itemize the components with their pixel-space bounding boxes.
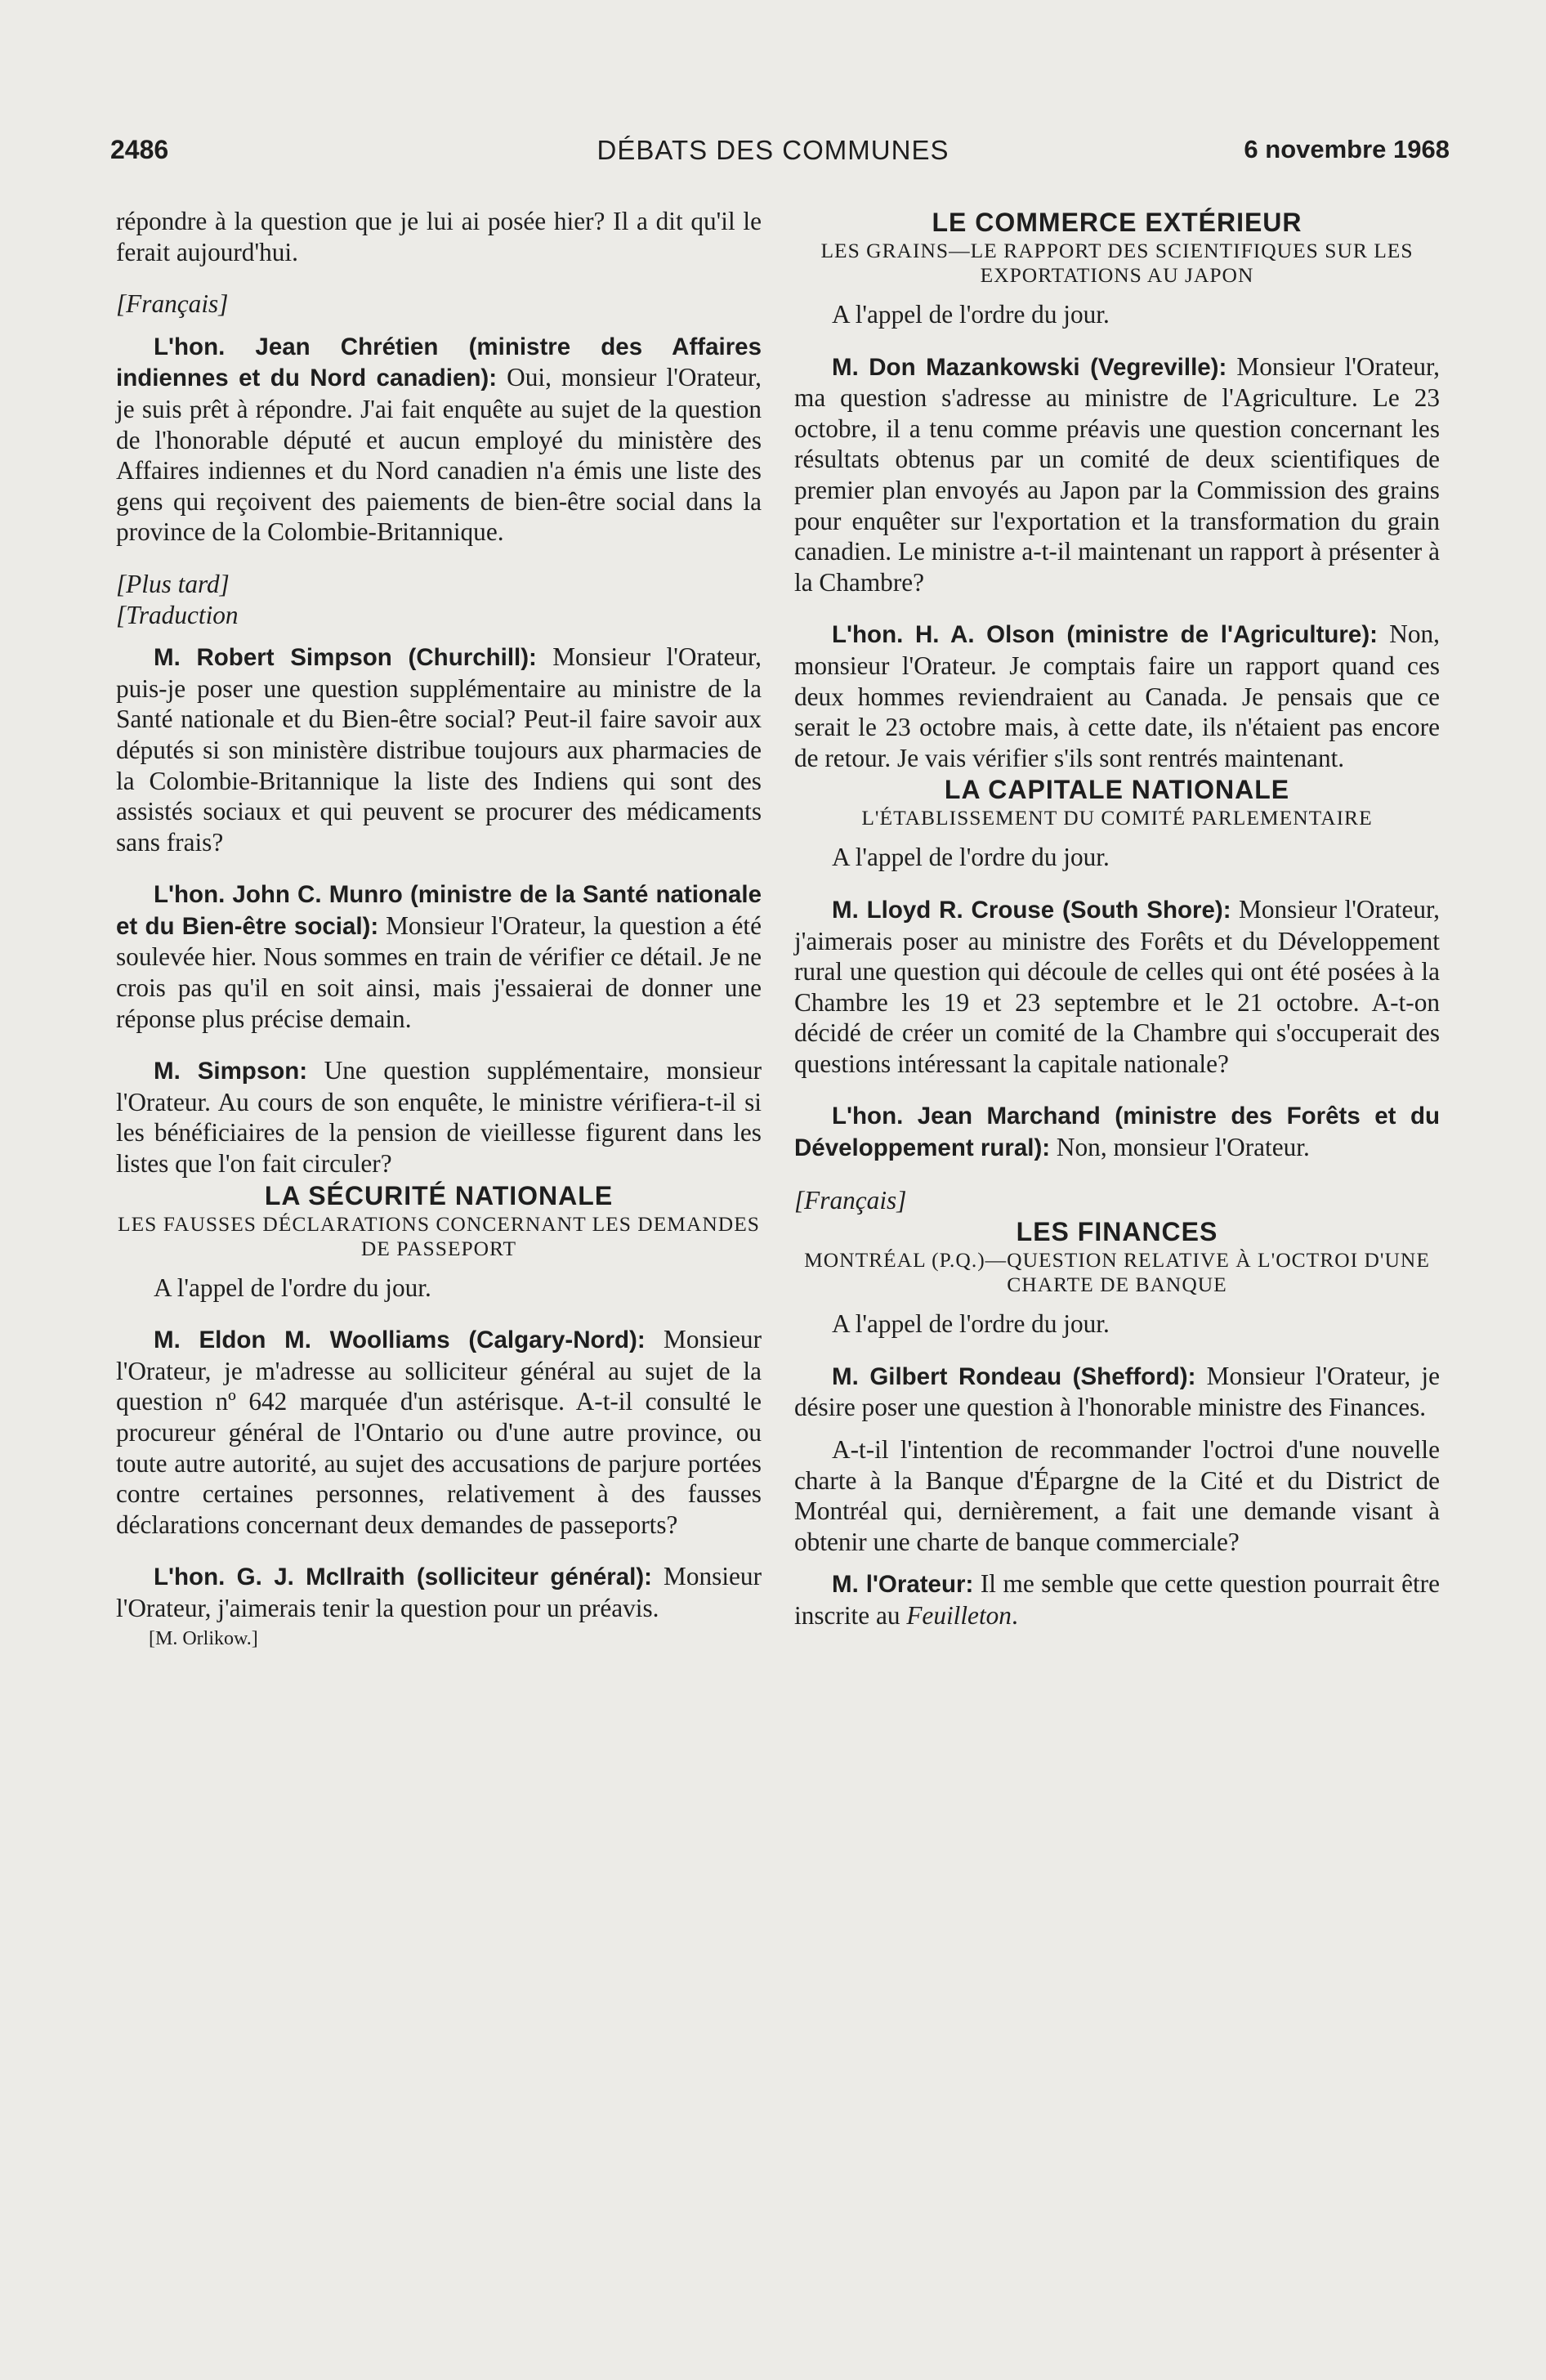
paragraph: A l'appel de l'ordre du jour. [154, 1273, 431, 1302]
section-heading: LE COMMERCE EXTÉRIEUR [932, 208, 1302, 237]
section-heading: LES FINANCES [1016, 1217, 1218, 1247]
page-number: 2486 [110, 135, 169, 164]
speaker-name: L'hon. Jean Chrétien (ministre des Affaires indiennes et du Nord canadien): [116, 333, 762, 392]
speech-text: Monsieur l'Orateur, je m'adresse au solliciteur général au sujet de la question nº 642 marquée d'un astérisque. A-t-il consulté le procureur général de l'Ontario ou d'une autre province, ou toute autre autorité, au sujet des accusations de parjure portées contre certaines personnes, relativement à des fausses déclarations concernant deux demandes de passeports? [116, 1325, 762, 1539]
paragraph: A l'appel de l'ordre du jour. [832, 843, 1110, 872]
page-date: 6 novembre 1968 [1244, 135, 1450, 163]
paragraph [116, 1561, 762, 1623]
speech-text: Monsieur l'Orateur, la question a été soulevée hier. Nous sommes en train de vérifier ce détail. Je ne crois pas qu'il en soit ainsi, mais j'essaierai de donner une réponse plus précise demain. [116, 910, 762, 1033]
section-subheading: MONTRÉAL (P.Q.)—QUESTION RELATIVE À L'OCTROI D'UNE CHARTE DE BANQUE [804, 1248, 1430, 1297]
paragraph [794, 1361, 1440, 1423]
speech-text: Monsieur l'Orateur, j'aimerais tenir la question pour un préavis. [116, 1562, 762, 1622]
paragraph [794, 1100, 1440, 1163]
speech-text: Non, monsieur l'Orateur. Je comptais faire un rapport quand ces deux hommes reviendraient au Canada. Je pensais que ce serait le 23 octobre mais, à cette date, ils n'étaient pas encore de retour. Je vais vérifier s'ils sont rentrés maintenant. [794, 620, 1440, 772]
paragraph [794, 619, 1440, 773]
running-title: DÉBATS DES COMMUNES [597, 135, 949, 165]
italic-term: Feuilleton [906, 1601, 1012, 1630]
footnote: [M. Orlikow.] [149, 1627, 258, 1649]
session-tag: [Plus tard] [116, 569, 230, 598]
speech-text: Monsieur l'Orateur, puis-je poser une question supplémentaire au ministre de la Santé nationale et du Bien-être social? Peut-il faire savoir aux députés si son ministère distribue toujours aux pharmacies de la Colombie-Britannique la liste des Indiens qui sont des assistés sociaux et qui peuvent se procurer des médicaments sans frais? [116, 642, 762, 857]
speech-text-end: . [1011, 1601, 1018, 1630]
paragraph [116, 331, 762, 548]
speaker-name: L'hon. Jean Marchand (ministre des Forêts et du Développement rural): [794, 1103, 1440, 1162]
section-heading: LA SÉCURITÉ NATIONALE [264, 1180, 614, 1210]
speaker-name: L'hon. G. J. McIlraith (solliciteur général): [154, 1564, 653, 1591]
language-tag: [Français] [116, 289, 229, 319]
speaker-name: L'hon. John C. Munro (ministre de la Santé nationale et du Bien-être social): [116, 881, 762, 940]
paragraph [794, 351, 1440, 598]
left-column [116, 206, 762, 1654]
speaker-name: L'hon. H. A. Olson (ministre de l'Agriculture): [832, 621, 1378, 649]
speech-text: Monsieur l'Orateur, j'aimerais poser au ministre des Forêts et du Développement rural une question qui découle de celles qui ont été posées à la Chambre les 19 et 23 septembre et le 21 octobre. A-t-on décidé de créer un comité de la Chambre qui s'occuperait des questions intéressant la capitale nationale? [794, 894, 1440, 1078]
section-subheading: L'ÉTABLISSEMENT DU COMITÉ PARLEMENTAIRE [861, 806, 1373, 830]
speaker-name: M. Eldon M. Woolliams (Calgary-Nord): [154, 1326, 646, 1354]
speech-text: Oui, monsieur l'Orateur, je suis prêt à répondre. J'ai fait enquête au sujet de la question de l'honorable député et aucun employé du ministère des Affaires indiennes et du Nord canadien n'a émis une liste des gens qui reçoivent des paiements de bien-être social dans la province de la Colombie-Britannique. [116, 363, 762, 547]
speech-text: Une question supplémentaire, monsieur l'Orateur. Au cours de son enquête, le ministre vérifiera-t-il si les bénéficiaires de la pension de vieillesse figurent dans les listes que l'on fait circuler? [116, 1056, 762, 1179]
section-subheading: LES FAUSSES DÉCLARATIONS CONCERNANT LES DEMANDES DE PASSEPORT [118, 1211, 760, 1260]
paragraph: A l'appel de l'ordre du jour. [832, 1309, 1110, 1339]
paragraph [116, 1055, 762, 1179]
paragraph [116, 879, 762, 1034]
speaker-name: M. Don Mazankowski (Vegreville): [832, 353, 1227, 381]
language-tag: [Traduction [116, 600, 239, 629]
speaker-name: M. Simpson: [154, 1058, 308, 1085]
section-subheading: LES GRAINS—LE RAPPORT DES SCIENTIFIQUES SUR LES EXPORTATIONS AU JAPON [820, 239, 1414, 287]
speaker-name: M. Gilbert Rondeau (Shefford): [832, 1362, 1196, 1390]
paragraph [116, 642, 762, 857]
speech-text: Monsieur l'Orateur, je désire poser une question à l'honorable ministre des Finances. [794, 1361, 1440, 1422]
speaker-name: M. l'Orateur: [832, 1571, 974, 1599]
paragraph [116, 1324, 762, 1540]
speaker-name: M. Lloyd R. Crouse (South Shore): [832, 896, 1231, 924]
language-tag: [Français] [794, 1185, 907, 1215]
section-heading: LA CAPITALE NATIONALE [944, 775, 1290, 805]
paragraph [794, 894, 1440, 1080]
right-column [794, 206, 1440, 1631]
paragraph: A-t-il l'intention de recommander l'octroi d'une nouvelle charte à la Banque d'Épargne de la Cité et du District de Montréal qui, dernièrement, a fait une demande visant à obtenir une charte de banque commerciale? [794, 1435, 1440, 1556]
page-header [0, 135, 1546, 176]
speech-text: Non, monsieur l'Orateur. [1050, 1133, 1310, 1162]
speech-text: Il me semble que cette question pourrait être inscrite au [794, 1569, 1440, 1630]
paragraph [794, 1568, 1440, 1631]
paragraph: répondre à la question que je lui ai posée hier? Il a dit qu'il le ferait aujourd'hui. [116, 207, 762, 266]
speaker-name: M. Robert Simpson (Churchill): [154, 644, 537, 672]
paragraph: A l'appel de l'ordre du jour. [832, 300, 1110, 329]
speech-text: Monsieur l'Orateur, ma question s'adresse au ministre de l'Agriculture. Le 23 octobre, il a tenu comme préavis une question concernant les résultats obtenus par un comité de deux scientifiques de premier plan envoyés au Japon par la Commission des grains pour enquêter sur l'exportation et la transformation du grain canadien. Le ministre a-t-il maintenant un rapport à présenter à la Chambre? [794, 351, 1440, 597]
